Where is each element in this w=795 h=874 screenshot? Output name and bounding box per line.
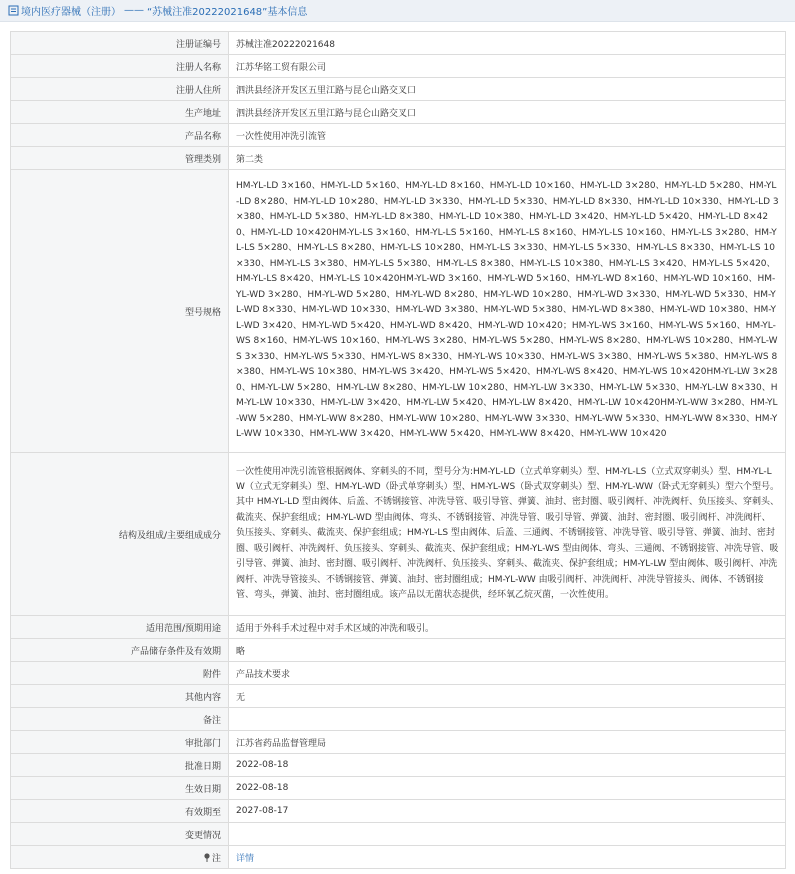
header-separator: —— (124, 5, 144, 16)
mgmt-class-value: 第二类 (229, 147, 786, 170)
row-label: 注册人住所 (11, 78, 229, 101)
table-row (11, 453, 786, 616)
row-label: 其他内容 (11, 685, 229, 708)
expiry-date-value: 2027-08-17 (229, 800, 786, 823)
table-row (11, 124, 786, 147)
pin-icon (203, 853, 211, 862)
row-label: 备注 (11, 708, 229, 731)
registrant-value: 江苏华铭工贸有限公司 (229, 55, 786, 78)
row-label: 注 (211, 853, 221, 864)
row-label: 变更情况 (11, 823, 229, 846)
approval-dept-value: 江苏省药品监督管理局 (229, 731, 786, 754)
approval-date-value: 2022-08-18 (229, 754, 786, 777)
page-title: “苏械注准20222021648”基本信息 (147, 7, 308, 18)
changes-value (229, 823, 786, 846)
row-label: 产品名称 (11, 124, 229, 147)
table-row (11, 32, 786, 55)
table-row (11, 685, 786, 708)
models-value: HM-YL-LD 3×160、HM-YL-LD 5×160、HM-YL-LD 8×160、HM-YL-LD 10×160、HM-YL-LD 3×280、HM-YL-LD 5×280、HM-YL-LD 8×280、HM-YL-LD 10×280、HM-YL-LD 3×330、HM-YL-LD 5×330、HM-YL-LD 8×330、HM-YL-LD 10×330、HM-YL-LD 3×380、HM-YL-LD 5×380、HM-YL-LD 8×380、HM-YL-LD 10×380、HM-YL-LD 3×420、HM-YL-LD 5×420、HM-YL-LD 8×420、HM-YL-LD 10×420HM-YL-LS 3×160、HM-YL-LS 5×160、HM-YL-LS 8×160、HM-YL-LS 10×160、HM-YL-LS 3×280、HM-YL-LS 5×280、HM-YL-LS 8×280、HM-YL-LS 10×280、HM-YL-LS 3×330、HM-YL-LS 5×330、HM-YL-LS 8×330、HM-YL-LS 10×330、HM-YL-LS 3×380、HM-YL-LS 5×380、HM-YL-LS 8×380、HM-YL-LS 10×380、HM-YL-LS 3×420、HM-YL-LS 5×420、HM-YL-LS 8×420、HM-YL-LS 10×420HM-YL-WD 3×160、HM-YL-WD 5×160、HM-YL-WD 8×160、HM-YL-WD 10×160、HM-YL-WD 3×280、HM-YL-WD 5×280、HM-YL-WD 8×280、HM-YL-WD 10×280、HM-YL-WD 3×330、HM-YL-WD 5×330、HM-YL-WD 8×330、HM-YL-WD 10×330、HM-YL-WD 3×380、HM-YL-WD 5×380、HM-YL-WD 8×380、HM-YL-WD 10×380、HM-YL-WD 3×420、HM-YL-WD 5×420、HM-YL-WD 8×420、HM-YL-WD 10×420；HM-YL-WS 3×160、HM-YL-WS 5×160、HM-YL-WS 8×160、HM-YL-WS 10×160、HM-YL-WS 3×280、HM-YL-WS 5×280、HM-YL-WS 8×280、HM-YL-WS 10×280、HM-YL-WS 3×330、HM-YL-WS 5×330、HM-YL-WS 8×330、HM-YL-WS 10×330、HM-YL-WS 3×380、HM-YL-WS 5×380、HM-YL-WS 8×380、HM-YL-WS 10×380、HM-YL-WS 3×420、HM-YL-WS 5×420、HM-YL-WS 8×420、HM-YL-WS 10×420HM-YL-LW 3×280、HM-YL-LW 5×280、HM-YL-LW 8×280、HM-YL-LW 10×280、HM-YL-LW 3×330、HM-YL-LW 5×330、HM-YL-LW 8×330、HM-YL-LW 10×330、HM-YL-LW 3×420、HM-YL-LW 5×420、HM-YL-LW 8×420、HM-YL-LW 10×420HM-YL-WW 3×280、HM-YL-WW 5×280、HM-YL-WW 8×280、HM-YL-WW 10×280、HM-YL-WW 3×330、HM-YL-WW 5×330、HM-YL-WW 8×330、HM-YL-WW 10×330、HM-YL-WW 3×420、HM-YL-WW 5×420、HM-YL-WW 8×420、HM-YL-WW 10×420 (229, 170, 786, 453)
row-label: 生效日期 (11, 777, 229, 800)
effective-date-value: 2022-08-18 (229, 777, 786, 800)
reg-no-value: 苏械注准20222021648 (229, 32, 786, 55)
note-value-cell (229, 846, 786, 869)
attachment-value: 产品技术要求 (229, 662, 786, 685)
row-label: 批准日期 (11, 754, 229, 777)
info-table (10, 31, 786, 869)
table-row (11, 731, 786, 754)
table-row (11, 170, 786, 453)
row-label: 生产地址 (11, 101, 229, 124)
product-name-value: 一次性使用冲洗引流管 (229, 124, 786, 147)
row-label: 结构及组成/主要组成成分 (11, 453, 229, 616)
document-icon (8, 5, 19, 16)
scope-value: 适用于外科手术过程中对手术区域的冲洗和吸引。 (229, 616, 786, 639)
table-row (11, 823, 786, 846)
table-row (11, 78, 786, 101)
info-table-container (10, 31, 786, 869)
storage-value: 略 (229, 639, 786, 662)
table-row (11, 777, 786, 800)
table-row (11, 800, 786, 823)
row-label: 型号规格 (11, 170, 229, 453)
row-label: 适用范围/预期用途 (11, 616, 229, 639)
other-value: 无 (229, 685, 786, 708)
row-label: 附件 (11, 662, 229, 685)
row-label: 注册人名称 (11, 55, 229, 78)
row-label: 管理类别 (11, 147, 229, 170)
structure-value: 一次性使用冲洗引流管根据阀体、穿刺头的不同，型号分为:HM-YL-LD（立式单穿刺头）型、HM-YL-LS（立式双穿刺头）型、HM-YL-LW（立式无穿刺头）型、HM-YL-WD（卧式单穿刺头）型、HM-YL-WS（卧式双穿刺头）型、HM-YL-WW（卧式无穿刺头）型六个型号。其中 HM-YL-LD 型由阀体、后盖、不锈钢接管、冲洗导管、吸引导管、弹簧、油封、密封圈、吸引阀杆、冲洗阀杆、负压接头、穿刺头、截流夹、保护套组成；HM-YL-WD 型由阀体、弯头、不锈钢接管、冲洗导管、吸引导管、弹簧、油封、密封圈、吸引阀杆、冲洗阀杆、负压接头、穿刺头、截流夹、保护套组成；HM-YL-LS 型由阀体、后盖、三通阀、不锈钢接管、冲洗导管、吸引导管、弹簧、油封、密封圈、吸引阀杆、冲洗阀杆、负压接头、穿刺头、截流夹、保护套组成；HM-YL-WS 型由阀体、弯头、三通阀、不锈钢接管、冲洗导管、吸引导管、弹簧、油封、密封圈、吸引阀杆、冲洗阀杆、负压接头、穿刺头、截流夹、保护套组成；HM-YL-LW 型由阀体、吸引阀杆、冲洗阀杆、冲洗导管接头、不锈钢接管、弹簧、油封、密封圈组成；HM-YL-WW 由吸引阀杆、冲洗阀杆、冲洗导管接头、阀体、不锈钢接管、弯头，弹簧、油封、密封圈组成。该产品以无菌状态提供，经环氧乙烷灭菌，一次性使用。 (229, 453, 786, 616)
note-label-cell (11, 846, 229, 869)
table-row (11, 708, 786, 731)
table-row (11, 55, 786, 78)
registrant-address-value: 泗洪县经济开发区五里江路与昆仑山路交叉口 (229, 78, 786, 101)
production-address-value: 泗洪县经济开发区五里江路与昆仑山路交叉口 (229, 101, 786, 124)
table-row (11, 639, 786, 662)
table-row (11, 101, 786, 124)
header-category: 境内医疗器械（注册） (21, 7, 121, 18)
table-row (11, 846, 786, 869)
table-row (11, 147, 786, 170)
row-label: 审批部门 (11, 731, 229, 754)
remark-value (229, 708, 786, 731)
table-row (11, 662, 786, 685)
row-label: 产品储存条件及有效期 (11, 639, 229, 662)
page-header (0, 0, 795, 22)
details-link[interactable]: 详情 (236, 853, 255, 864)
table-row (11, 754, 786, 777)
row-label: 注册证编号 (11, 32, 229, 55)
row-label: 有效期至 (11, 800, 229, 823)
table-row (11, 616, 786, 639)
